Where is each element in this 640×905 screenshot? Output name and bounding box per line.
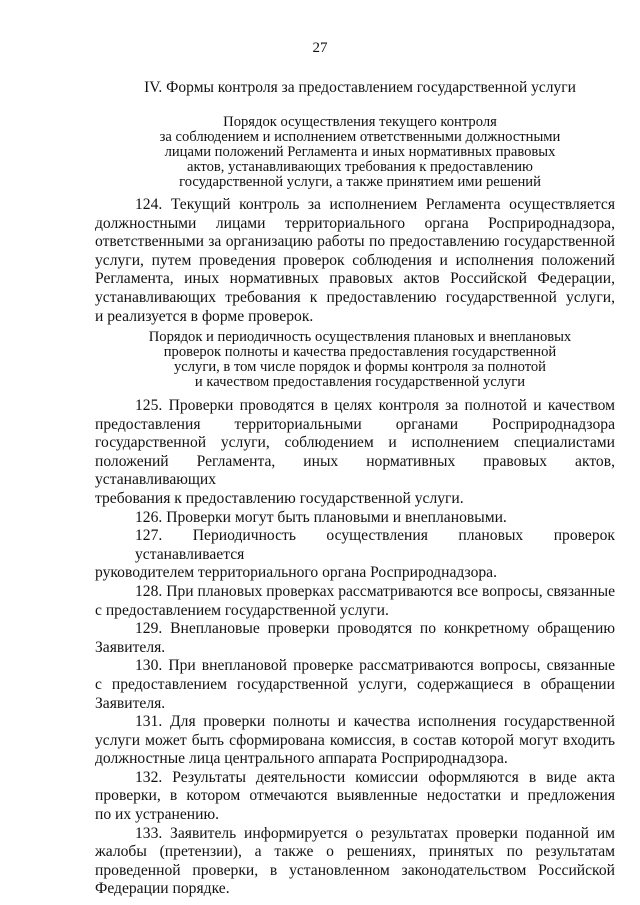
paragraph xyxy=(95,509,615,528)
paragraph-line: Федерации порядке. xyxy=(95,880,230,898)
paragraph-line: Заявителя. xyxy=(95,694,166,712)
paragraph-line: положений Регламента, иных нормативных правовых актов, устанавливающих xyxy=(95,452,615,489)
body-block-current-control xyxy=(95,196,615,326)
paragraph-line: 128. При плановых проверках рассматриваются все вопросы, связанные xyxy=(135,582,615,600)
paragraph-line: 131. Для проверки полноты и качества исполнения государственной xyxy=(135,713,615,731)
paragraph-line: 125. Проверки проводятся в целях контроля за полнотой и качеством xyxy=(135,397,615,414)
paragraph xyxy=(95,583,615,620)
subheading-current-control xyxy=(110,115,610,190)
paragraph xyxy=(95,196,615,326)
heading-line: Порядок и периодичность осуществления плановых и внеплановых xyxy=(148,329,572,345)
paragraph-line: государственной услуги, соблюдением и исполнением специалистами xyxy=(95,434,615,452)
section-title: IV. Формы контроля за предоставлением государственной услуги xyxy=(144,79,576,96)
paragraph-line: предоставления территориальными органами Росприроднадзора xyxy=(95,415,615,433)
paragraph xyxy=(95,397,615,509)
paragraph-line: 124. Текущий контроль за исполнением Регламента осуществляется xyxy=(135,196,615,213)
paragraph-line: 130. При внеплановой проверке рассматриваются вопросы, связанные xyxy=(135,657,615,675)
paragraph xyxy=(95,713,615,769)
paragraph-line: и реализуется в форме проверок. xyxy=(95,307,314,325)
paragraph-line: проверки, в котором отмечаются выявленные недостатки и предложения xyxy=(95,787,615,805)
paragraph-line: 129. Внеплановые проверки проводятся по конкретному обращению xyxy=(135,620,615,638)
paragraph xyxy=(95,825,615,899)
heading-line: Порядок осуществления текущего контроля xyxy=(223,114,497,130)
paragraph-line: требования к предоставлению государственной услуги. xyxy=(95,489,464,507)
paragraph xyxy=(95,657,615,713)
heading-line: государственной услуги, а также принятием ими решений xyxy=(179,174,541,190)
heading-line: за соблюдением и исполнением ответственными должностными xyxy=(159,129,561,145)
paragraph-line: с предоставлением государственной услуги, содержащиеся в обращении xyxy=(95,675,615,693)
paragraph-line: 132. Результаты деятельности комиссии оформляются в виде акта xyxy=(135,768,615,786)
paragraph-line: устанавливающих требования к предоставлению государственной услуги, xyxy=(95,288,615,306)
paragraph xyxy=(95,527,615,583)
paragraph-line: Регламента, иных нормативных правовых актов Российской Федерации, xyxy=(95,270,615,288)
paragraph-line: услуги может быть сформирована комиссия, в состав которой могут входить xyxy=(95,731,615,749)
paragraph-line: должностные лица центрального аппарата Росприроднадзора. xyxy=(95,750,508,768)
heading-line: и качеством предоставления государственной услуги xyxy=(194,374,526,390)
body-block-inspections xyxy=(95,397,615,899)
page-number: 27 xyxy=(312,40,328,56)
paragraph-line: Заявителя. xyxy=(95,638,166,656)
paragraph xyxy=(95,769,615,825)
paragraph-line: ответственными за организацию работы по предоставлению государственной xyxy=(95,233,615,251)
heading-line: актов, устанавливающих требования к предоставлению xyxy=(187,159,533,175)
paragraph-line: услуги, путем проведения проверок соблюдения и исполнения положений xyxy=(95,251,615,269)
paragraph-line: руководителем территориального органа Росприроднадзора. xyxy=(95,564,497,582)
heading-line: услуги, в том числе порядок и формы контроля за полнотой xyxy=(173,359,546,375)
subheading-inspections xyxy=(110,330,610,390)
paragraph xyxy=(95,620,615,657)
heading-line: лицами положений Регламента и иных нормативных правовых xyxy=(164,144,556,160)
paragraph-line: по их устранению. xyxy=(95,806,220,824)
paragraph-line: 127. Периодичность осуществления плановых проверок устанавливается xyxy=(135,527,615,563)
paragraph-line: 126. Проверки могут быть плановыми и внеплановыми. xyxy=(135,508,507,526)
paragraph-line: проведенной проверки, в установленном законодательством Российской xyxy=(95,861,615,879)
heading-line: проверок полноты и качества предоставления государственной xyxy=(163,344,557,360)
paragraph-line: должностными лицами территориального органа Росприроднадзора, xyxy=(95,214,615,232)
paragraph-line: 133. Заявитель информируется о результатах проверки поданной им xyxy=(135,824,615,842)
paragraph-line: жалобы (претензии), а также о решениях, принятых по результатам xyxy=(95,843,615,861)
paragraph-line: с предоставлением государственной услуги. xyxy=(95,601,389,619)
